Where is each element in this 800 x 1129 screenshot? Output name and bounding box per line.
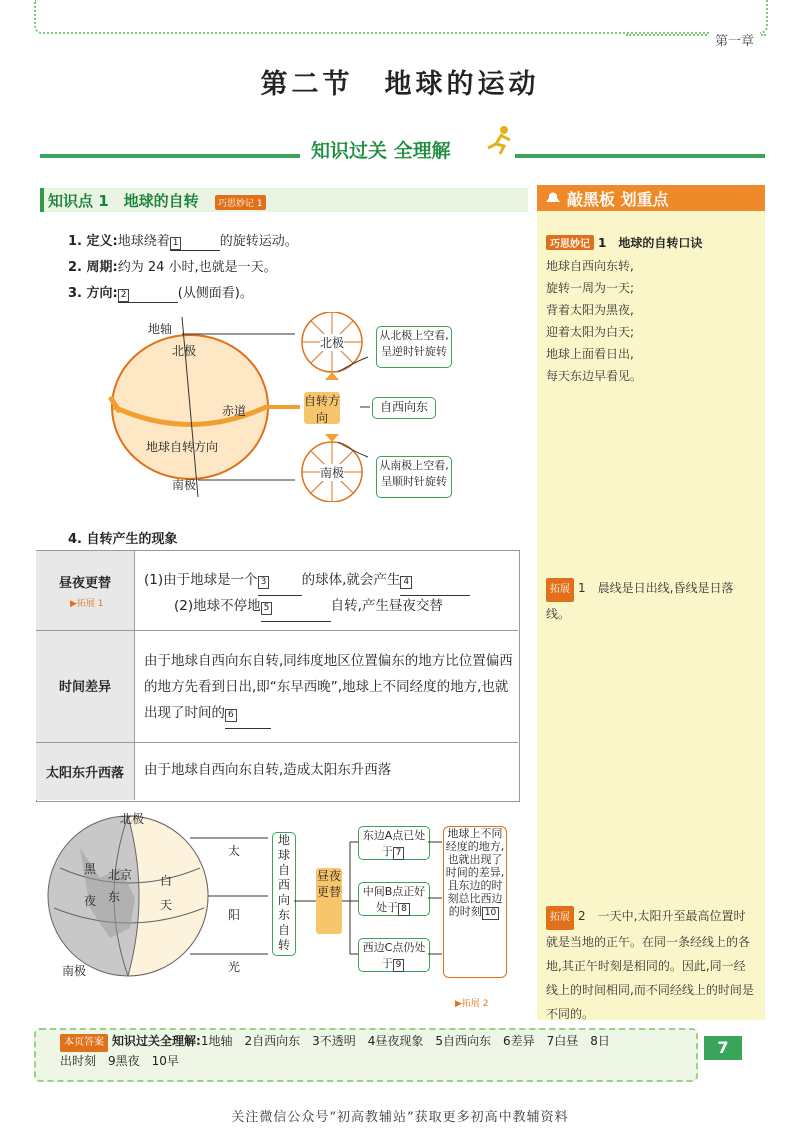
memo-line: 每天东边早看见。 — [546, 369, 643, 383]
point-c-box: 西边C点仍处于 9 — [358, 938, 430, 972]
table-row-divider — [36, 630, 518, 631]
chapter-label: 第一章 — [709, 30, 760, 49]
section4-title: 4. 自转产生的现象 — [68, 532, 178, 547]
globe-label: 北京 — [108, 868, 133, 882]
south-pole-label: 南极 — [172, 478, 197, 492]
daynight-box: 昼夜更替 — [316, 868, 342, 934]
globe-label: 夜 — [84, 894, 97, 908]
runner-icon — [484, 124, 514, 156]
knowledge-point-title: 知识点 1 地球的自转 — [48, 192, 199, 210]
memo-line: 地球自西向东转, — [546, 259, 634, 273]
sunlight-label: 阳 — [228, 908, 241, 922]
item-definition: 1. 定义:地球绕着 1 的旋转运动。 — [68, 234, 298, 249]
row-time-text: 由于地球自西向东自转,同纬度地区位置偏东的地方比位置偏西的地方先看到日出,即“东早西晚”,地球上不同经度的地方,也就出现了时间的 6 — [144, 648, 514, 729]
band-line-left — [40, 154, 300, 158]
diagram2-north-label: 北极 — [120, 812, 145, 826]
axis-label: 地轴 — [148, 322, 173, 336]
globe-label: 天 — [160, 898, 173, 912]
north-pole-label: 北极 — [172, 344, 197, 358]
time-difference-box: 地球上不同经度的地方,也就出现了时间的差异,且东边的时刻总比西边的时刻 10 — [443, 826, 507, 978]
extension-1: 拓展 1 晨线是日出线,昏线是日落线。 — [546, 576, 756, 626]
knowledge-point-tag: 巧思妙记 1 — [215, 195, 266, 210]
extension-2: 拓展 2 一天中,太阳升至最高位置时就是当地的正午。在同一条经线上的各地,其正午时刻是相同的。因此,同一经线上的时间相同,而不同经线上的时间是不同的。 — [546, 904, 756, 1026]
diagram2-connectors — [294, 826, 444, 976]
section-title: 第二节 地球的运动 — [260, 69, 540, 100]
row-daynight-line2: (2)地球不停地 5 自转,产生昼夜交替 — [174, 593, 514, 622]
item-period: 2. 周期:约为 24 小时,也就是一天。 — [68, 260, 277, 275]
north-circle-label: 北极 — [320, 336, 345, 350]
band-line-right — [515, 154, 765, 158]
table-row-divider — [36, 742, 518, 743]
point-a-box: 东边A点已处于 7 — [358, 826, 430, 860]
row-sun-text: 由于地球自西向东自转,造成太阳东升西落 — [144, 762, 392, 778]
row-head-time: 时间差异 — [58, 680, 111, 695]
footer-note: 关注微信公众号“初高教辅站”获取更多初高中教辅资料 — [231, 1110, 569, 1125]
globe-label: 黑 — [84, 862, 97, 876]
item-direction: 3. 方向: 2 (从侧面看)。 — [68, 286, 253, 301]
globe-label: 东 — [108, 890, 121, 904]
equator-label: 赤道 — [222, 404, 247, 418]
page-number: 7 — [704, 1036, 742, 1060]
memo-line: 背着太阳为黑夜, — [546, 303, 634, 317]
band-title: 知识过关 全理解 — [305, 136, 457, 163]
answers-text: 本页答案 知识过关全理解:1地轴 2自西向东 3不透明 4昼夜现象 5自西向东 6差异 7白昼 8日 出时刻 9黑夜 10早 — [60, 1034, 610, 1068]
globe-label: 白 — [160, 874, 173, 888]
key-points-title: 敲黑板 划重点 — [567, 190, 669, 209]
row-head-sun: 太阳东升西落 — [45, 766, 124, 781]
south-view-box: 从南极上空看,呈顺时针旋转 — [376, 456, 452, 498]
memo-line: 旋转一周为一天; — [546, 281, 635, 295]
page-top-border — [34, 0, 768, 34]
north-view-box: 从北极上空看,呈逆时针旋转 — [376, 326, 452, 368]
south-circle-label: 南极 — [320, 466, 345, 480]
memo-line: 迎着太阳为白天; — [546, 325, 635, 339]
sunlight-label: 光 — [228, 960, 241, 974]
row-ext-tag: ▶拓展 1 — [70, 599, 104, 609]
rotation-label: 地球自转方向 — [146, 440, 219, 454]
sunlight-label: 太 — [228, 844, 241, 858]
diagram2-ext-tag: ▶拓展 2 — [455, 999, 489, 1009]
center-direction-box: 自转方向 — [304, 394, 341, 425]
bell-icon — [544, 190, 562, 206]
answers-label: 本页答案 — [60, 1034, 108, 1052]
west-to-east-box: 自西向东 — [372, 397, 436, 419]
memo-line: 地球上面看日出, — [546, 347, 634, 361]
row-head-daynight: 昼夜更替 — [58, 576, 111, 591]
rotation-box: 地球自西向东自转 — [272, 832, 296, 956]
row-daynight-line1: (1)由于地球是一个 3 的球体,就会产生 4 — [144, 567, 514, 596]
diagram2-south-label: 南极 — [62, 964, 87, 978]
point-b-box: 中间B点正好处于 8 — [358, 882, 430, 916]
memo-title-row: 巧思妙记 1 地球的自转口诀 — [546, 234, 702, 251]
